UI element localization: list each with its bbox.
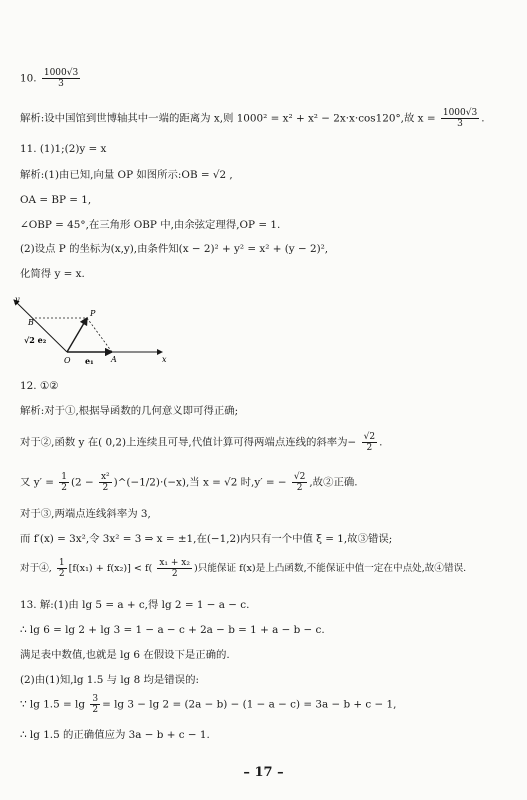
q12-answer: 12. ①② — [20, 380, 59, 392]
q11-line5: 化简得 y = x. — [20, 268, 85, 280]
q13-line2: ∴ lg 6 = lg 2 + lg 3 = 1 − a − c + 2a − b = 1 + a − b − c. — [20, 624, 325, 636]
q10-answer: 10. $\frac{1000√3}{3}$ — [20, 68, 79, 89]
label-y: y — [15, 295, 20, 304]
label-b: B — [28, 318, 34, 327]
q13-line4: (2)由(1)知,lg 1.5 与 lg 8 均是错误的: — [20, 674, 199, 686]
q12-line3: 又 y′ = $\frac{1}{2}$ (2 − $\frac{\text{x²}}{2}$ )^(−1/2)·(−x),当 x = √2 时,y′ = − $\frac{√2}{2}$ ,故②正确. — [20, 472, 358, 493]
q11-answer: 11. (1)1;(2)y = x — [20, 143, 107, 155]
label-a: A — [111, 355, 117, 364]
q12-line6: 对于④, $\frac{1}{2}$ [f(x₁) + f(x₂)] < f( $\frac{\text{x₁ + x₂}}{2}$ )只能保证 f(x)是上凸函数,不能保证中值一定在中点处,故④错误. — [20, 558, 467, 579]
q11-line1: 解析:(1)由已知,向量 OP 如图所示:OB = √2 , — [20, 169, 233, 181]
q12-line5: 而 f′(x) = 3x²,令 3x² = 3 ⇒ x = ±1,在(−1,2)内只有一个中值 ξ = 1,故③错误; — [20, 533, 393, 545]
q11-line4: (2)设点 P 的坐标为(x,y),由条件知(x − 2)² + y² = x² + (y − 2)², — [20, 243, 329, 255]
q12-line2: 对于②,函数 y 在( 0,2)上连续且可导,代值计算可得两端点连线的斜率为− $\frac{√2}{2}$ . — [20, 432, 383, 453]
q13-line1: 13. 解:(1)由 lg 5 = a + c,得 lg 2 = 1 − a − c. — [20, 599, 250, 611]
q12-line1: 解析:对于①,根据导函数的几何意义即可得正确; — [20, 405, 239, 417]
label-p: P — [90, 309, 96, 318]
q11-line2: OA = BP = 1, — [20, 194, 92, 206]
q11-line3: ∠OBP = 45°,在三角形 OBP 中,由余弦定理得,OP = 1. — [20, 219, 281, 231]
label-o: O — [64, 356, 71, 365]
q13-line6: ∴ lg 1.5 的正确值应为 3a − b + c − 1. — [20, 729, 210, 741]
label-e2: √2 e₂ — [24, 335, 47, 345]
dashed-pa — [87, 318, 112, 352]
q13-line3: 满足表中数值,也就是 lg 6 在假设下是正确的. — [20, 649, 230, 661]
page-number: – 17 – — [243, 765, 284, 780]
label-e1: e₁ — [85, 356, 94, 366]
q12-line4: 对于③,两端点连线斜率为 3, — [20, 508, 151, 520]
q10-analysis: 解析:设中国馆到世博轴其中一端的距离为 x,则 1000² = x² + x² − 2x·x·cos120°,故 x = $\frac{1000√3}{3}$ . — [20, 108, 485, 129]
label-x: x — [162, 355, 167, 364]
vector-op — [67, 318, 87, 352]
q13-line5: ∵ lg 1.5 = lg $\frac{3}{2}$ = lg 3 − lg 2 = (2a − b) − (1 − a − c) = 3a − b + c − 1, — [20, 694, 397, 715]
vector-diagram — [12, 290, 172, 370]
